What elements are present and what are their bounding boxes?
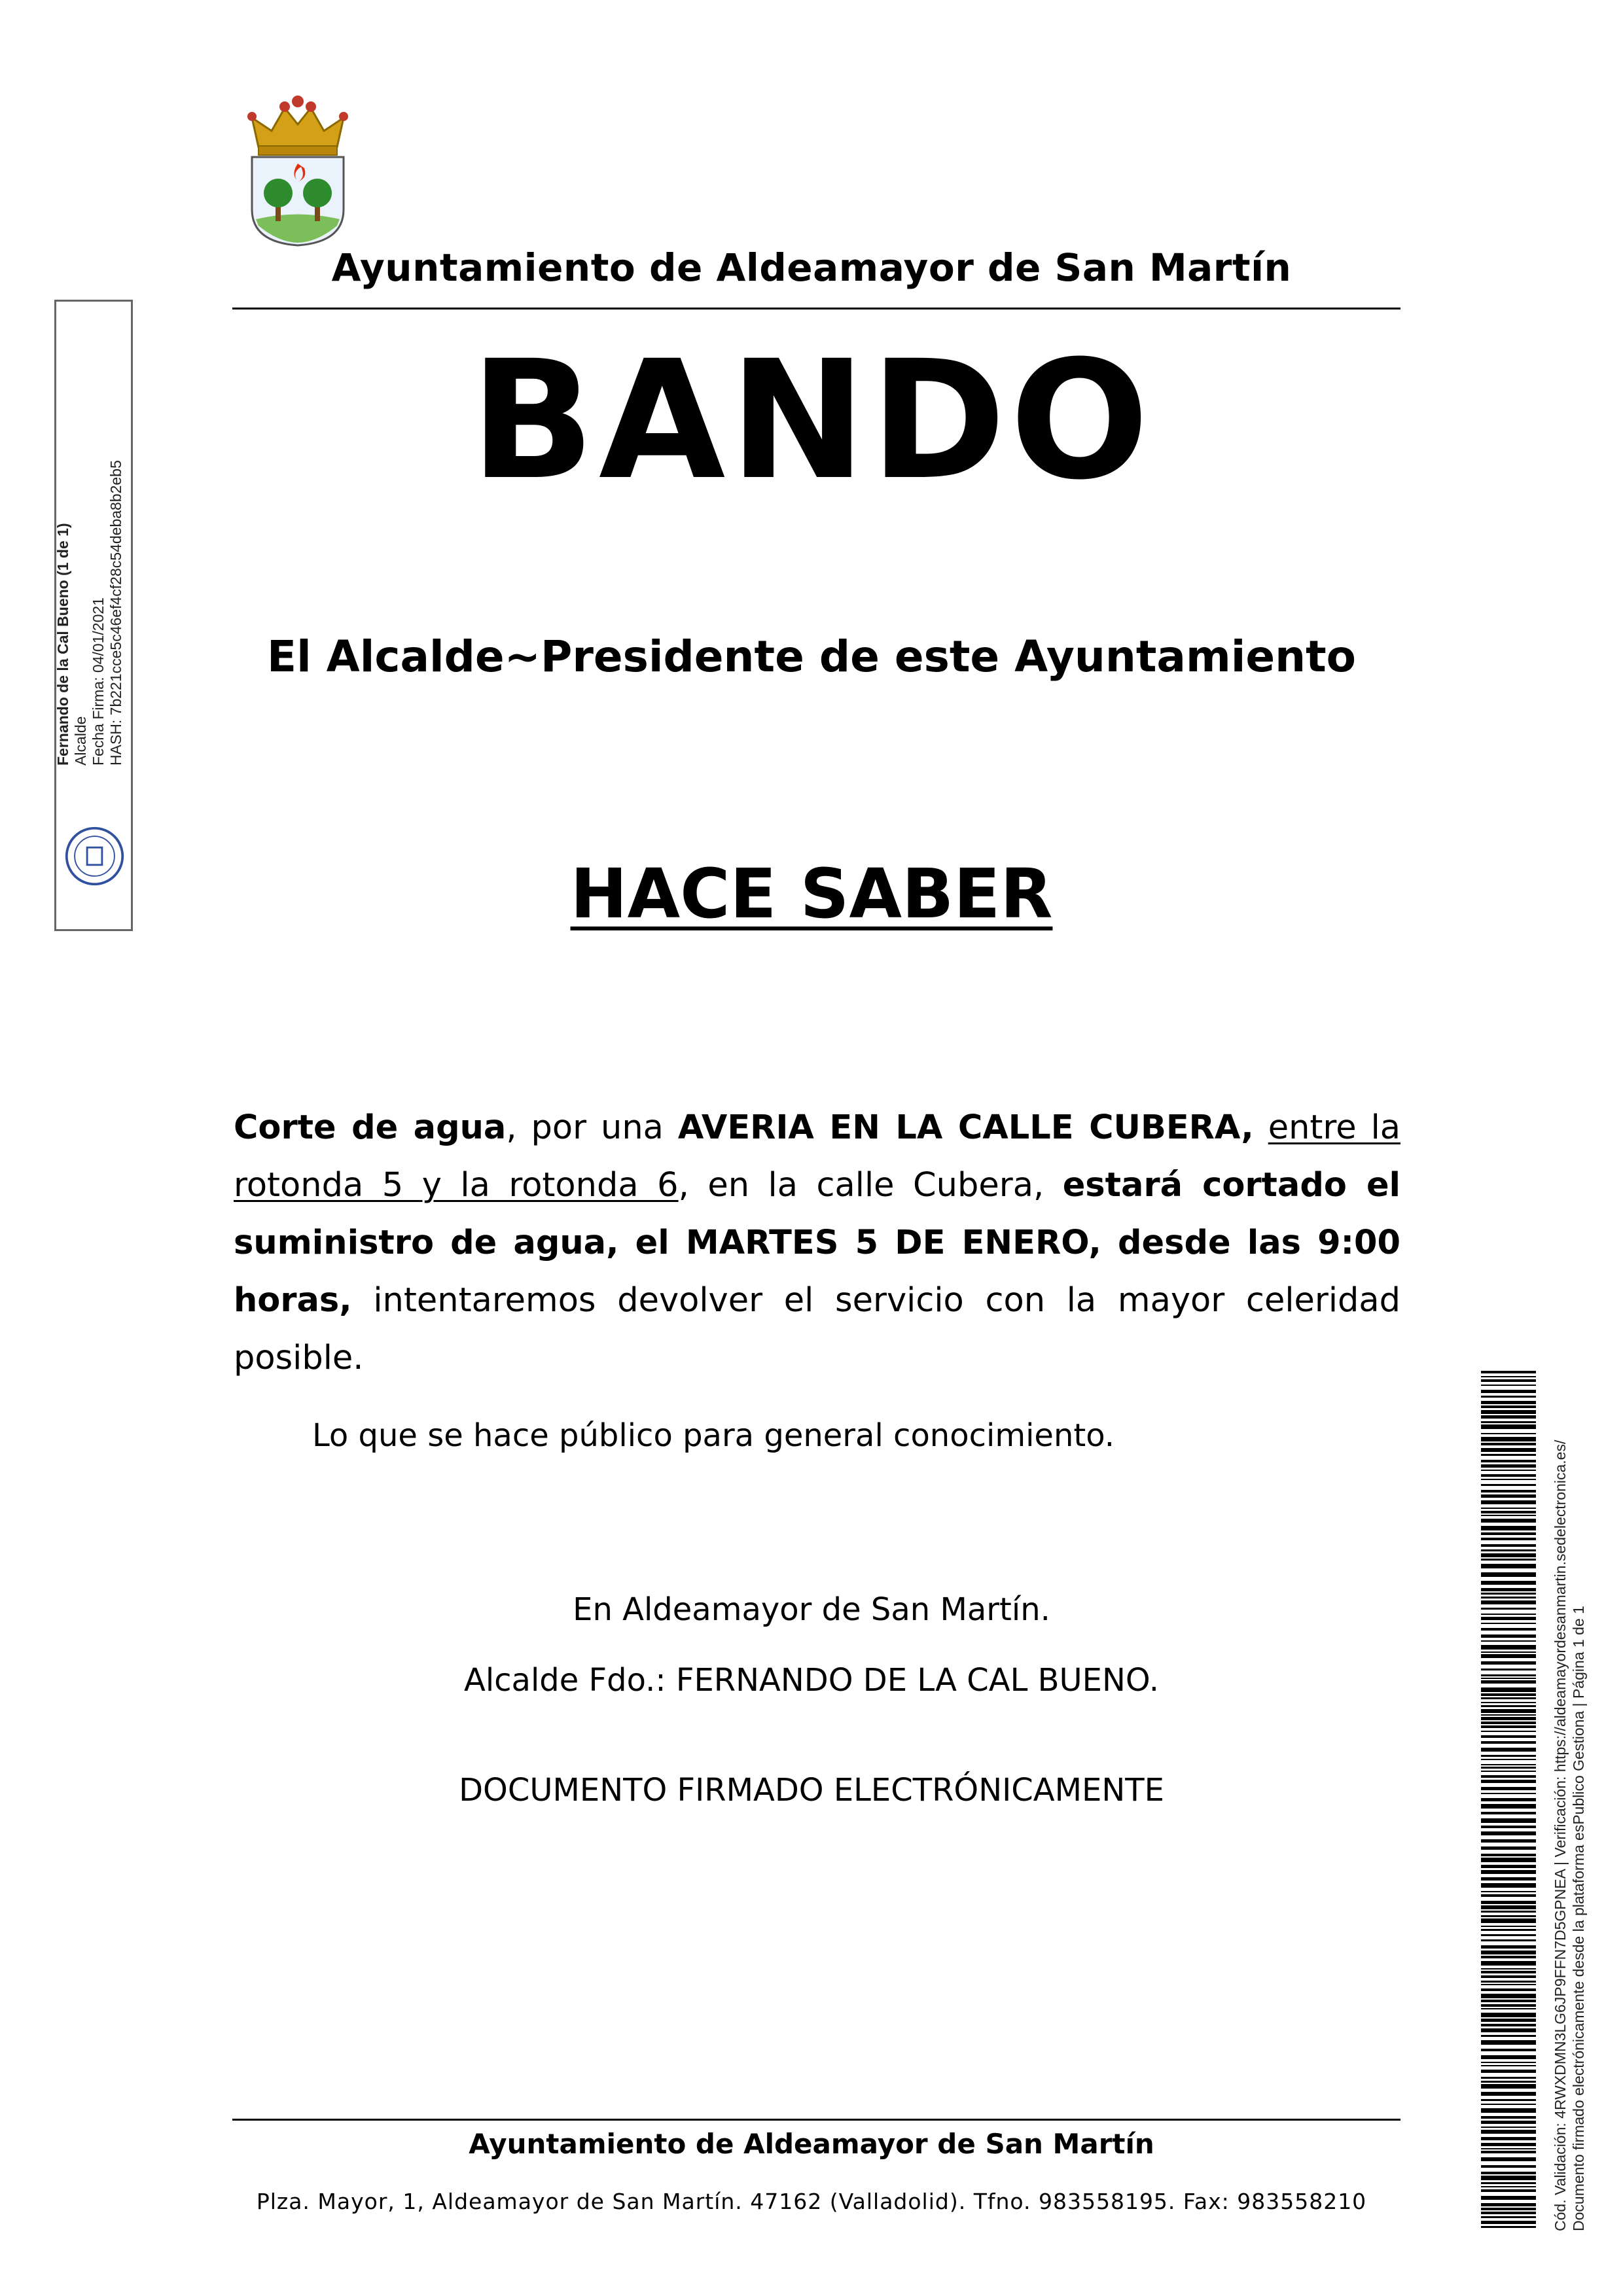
e-signature-box bbox=[54, 300, 133, 931]
body-text bbox=[1254, 1108, 1268, 1147]
body-text: , en la calle Cubera, bbox=[678, 1166, 1063, 1205]
closing-line: Lo que se hace público para general conocimiento. bbox=[312, 1417, 1115, 1454]
footer-address: Plza. Mayor, 1, Aldeamayor de San Martín. 47162 (Valladolid). Tfno. 983558195. Fax: 983558210 bbox=[256, 2189, 1367, 2214]
signature-hash: HASH: 7b221cce5c46ef4cf28c54deba8b2eb5 bbox=[107, 460, 124, 766]
electronic-signature-notice: DOCUMENTO FIRMADO ELECTRÓNICAMENTE bbox=[459, 1772, 1164, 1809]
announcement-heading: HACE SABER bbox=[570, 854, 1053, 934]
footer-divider bbox=[232, 2119, 1400, 2121]
header-title: Ayuntamiento de Aldeamayor de San Martín bbox=[331, 245, 1292, 290]
body-text: , por una bbox=[506, 1108, 678, 1147]
body-bold-lead: Corte de agua bbox=[234, 1108, 507, 1147]
signature-date: Fecha Firma: 04/01/2021 bbox=[90, 597, 107, 766]
body-bold-schedule: estará cortado el suministro de agua, el MARTES 5 DE ENERO, desde las 9:00 horas, bbox=[234, 1166, 1401, 1320]
validation-platform-line: Documento firmado electrónicamente desde la plataforma esPublico Gestiona | Página 1 de 1 bbox=[1570, 1606, 1587, 2231]
issuer-line: El Alcalde~Presidente de este Ayuntamiento bbox=[266, 631, 1357, 682]
signer-name: Fernando de la Cal Bueno (1 de 1) bbox=[54, 523, 71, 766]
validation-code-line: Cód. Validación: 4RWXDMN3LG6JP9FFN7D5GPNEA | Verificación: https://aldeamayordesanmartin.sedelectronica.es/ bbox=[1552, 1439, 1569, 2231]
footer-title: Ayuntamiento de Aldeamayor de San Martín bbox=[469, 2128, 1154, 2160]
body-underlined-section: entre la rotonda 5 y la rotonda 6 bbox=[234, 1108, 1401, 1205]
e-signature-text bbox=[54, 294, 125, 766]
coat-of-arms-emblem bbox=[232, 95, 363, 249]
notice-body bbox=[234, 1099, 1400, 1387]
barcode-icon bbox=[1481, 1371, 1536, 2228]
signer-role: Alcalde bbox=[72, 716, 89, 766]
place-line: En Aldeamayor de San Martín. bbox=[573, 1591, 1050, 1628]
validation-text bbox=[1551, 1361, 1588, 2231]
signer-line: Alcalde Fdo.: FERNANDO DE LA CAL BUENO. bbox=[463, 1662, 1160, 1699]
seal-icon bbox=[63, 825, 126, 887]
body-bold-location: AVERIA EN LA CALLE CUBERA, bbox=[677, 1108, 1254, 1147]
header-divider bbox=[232, 308, 1400, 309]
body-text: intentaremos devolver el servicio con la mayor celeridad posible. bbox=[234, 1281, 1400, 1377]
document-title: BANDO bbox=[470, 325, 1153, 516]
